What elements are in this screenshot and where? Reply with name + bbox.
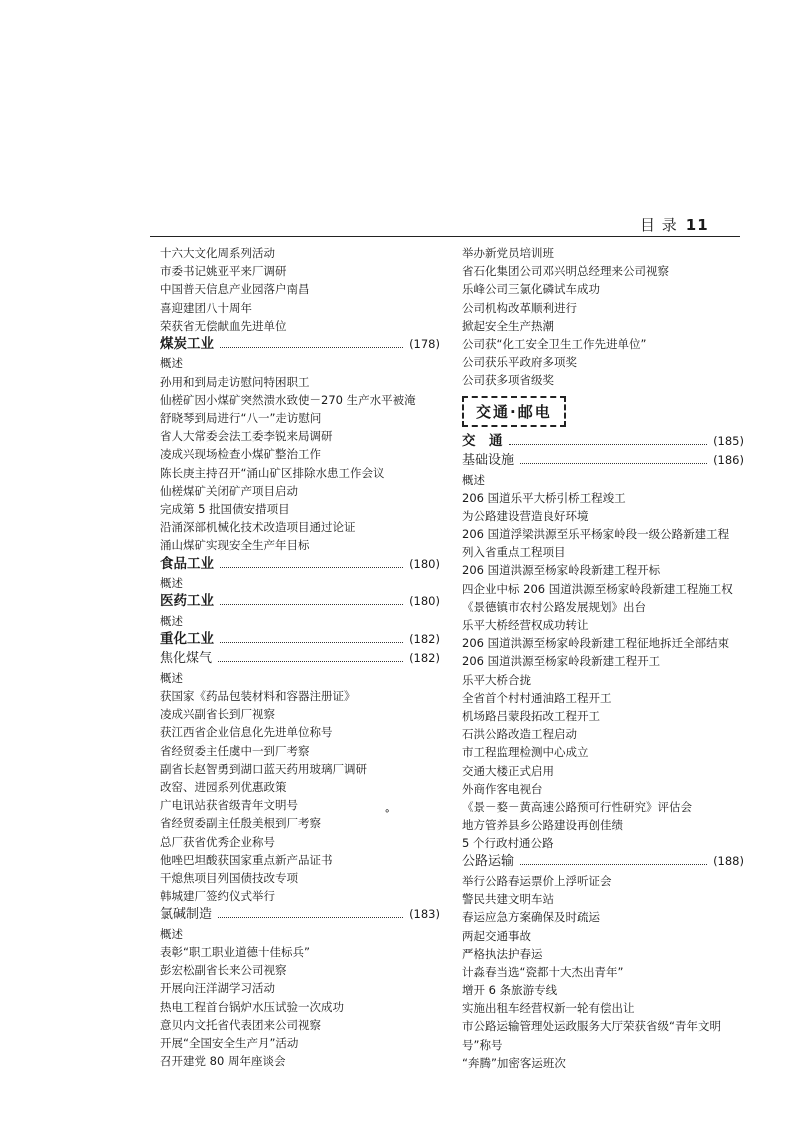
toc-section-heading[interactable] — [160, 905, 440, 925]
toc-entry[interactable]: 开展向汪洋湖学习活动 — [160, 981, 275, 996]
toc-entry[interactable]: 概述 — [160, 576, 183, 590]
toc-entry[interactable]: 《景德镇市农村公路发展规划》出台 — [462, 599, 646, 614]
toc-section-heading[interactable] — [462, 432, 744, 452]
toc-entry[interactable]: 石洪公路改造工程启动 — [462, 727, 577, 742]
section-title: 氯碱制造 — [160, 907, 213, 923]
toc-entry[interactable]: 列入省重点工程项目 — [462, 545, 566, 560]
toc-entry[interactable]: 两起交通事故 — [462, 928, 531, 943]
toc-entry[interactable]: 开展“全国安全生产月”活动 — [160, 1035, 299, 1050]
toc-entry[interactable]: 表彰“职工职业道德十佳标兵” — [160, 945, 310, 959]
toc-entry[interactable]: 总厂获省优秀企业称号 — [160, 834, 275, 849]
page-number: 11 — [685, 216, 709, 234]
section-page-number: (182) — [409, 651, 440, 666]
toc-section-heading[interactable] — [160, 649, 440, 669]
toc-entry[interactable]: 乐平大桥经营权成功转让 — [462, 618, 589, 632]
toc-section-heading[interactable] — [160, 592, 440, 612]
section-title: 重化工业 — [160, 630, 214, 647]
toc-entry[interactable]: 206 国道洪源至杨家岭段新建工程开标 — [462, 563, 661, 578]
dot-leader — [220, 642, 403, 643]
section-title: 基础设施 — [462, 453, 515, 468]
toc-right-column — [462, 244, 744, 1072]
section-page-number: (188) — [713, 854, 744, 869]
toc-entry[interactable]: 交通大楼正式启用 — [462, 763, 554, 778]
toc-entry[interactable]: 干熄焦项目列国债技改专项 — [160, 870, 298, 885]
toc-entry[interactable]: 中国普天信息产业园落户南昌 — [160, 282, 310, 297]
section-title: 煤炭工业 — [160, 335, 214, 352]
toc-entry[interactable]: 公司获“化工安全卫生工作先进单位” — [462, 336, 647, 351]
section-page-number: (180) — [409, 556, 440, 571]
stray-dot: ∘ — [384, 806, 391, 817]
section-title: 公路运输 — [462, 854, 515, 870]
dot-leader — [520, 463, 707, 464]
toc-entry[interactable]: 为公路建设营造良好环境 — [462, 508, 589, 523]
toc-entry[interactable]: 概述 — [160, 356, 183, 371]
toc-entry[interactable]: 增开 6 条旅游专线 — [462, 983, 558, 998]
toc-entry[interactable]: 涌山煤矿实现安全生产年目标 — [160, 538, 310, 553]
toc-entry[interactable]: 严格执法护春运 — [462, 946, 543, 961]
toc-entry[interactable]: 韩城建厂签约仪式举行 — [160, 889, 275, 904]
dot-leader — [220, 567, 403, 568]
toc-entry[interactable]: 喜迎建团八十周年 — [160, 300, 252, 315]
toc-entry[interactable]: 概述 — [160, 926, 183, 941]
toc-entry[interactable]: 概述 — [462, 472, 485, 487]
toc-entry[interactable]: 机场路吕蒙段拓改工程开工 — [462, 708, 600, 723]
toc-entry[interactable]: 外商作客电视台 — [462, 781, 543, 796]
toc-entry[interactable]: 206 国道乐平大桥引桥工程竣工 — [462, 490, 626, 505]
toc-entry[interactable]: 孙用和到局走访慰问特困职工 — [160, 374, 310, 389]
toc-entry[interactable]: 陈长庚主持召开“涌山矿区排除水患工作会议 — [160, 465, 385, 480]
toc-entry[interactable]: 十六大文化周系列活动 — [160, 246, 275, 260]
toc-entry[interactable]: 《景－婺－黄高速公路预可行性研究》评估会 — [462, 799, 692, 814]
toc-entry[interactable]: 舒晓琴到局进行“八一”走访慰问 — [160, 411, 322, 425]
section-page-number: (185) — [713, 433, 744, 448]
section-title: 医药工业 — [160, 593, 214, 610]
toc-entry[interactable]: 他唑巴坦酸获国家重点新产品证书 — [160, 852, 333, 867]
toc-entry[interactable]: 省经贸委主任虞中一到厂考察 — [160, 743, 310, 758]
dot-leader — [220, 604, 403, 605]
dot-leader — [220, 347, 403, 348]
toc-entry[interactable]: 热电工程首台锅炉水压试验一次成功 — [160, 999, 344, 1014]
toc-section-heading[interactable] — [160, 630, 440, 650]
toc-entry[interactable]: 四企业中标 206 国道洪源至杨家岭段新建工程施工权 — [462, 581, 733, 596]
toc-entry[interactable]: 全省首个村村通油路工程开工 — [462, 690, 612, 705]
toc-entry[interactable]: 概述 — [160, 670, 183, 685]
toc-entry[interactable]: 市工程监理检测中心成立 — [462, 745, 589, 760]
toc-entry[interactable]: 公司机构改革顺利进行 — [462, 300, 577, 315]
section-page-number: (186) — [713, 453, 744, 467]
toc-entry[interactable]: 举行公路春运票价上浮听证会 — [462, 873, 612, 888]
toc-left-column — [160, 244, 440, 1070]
toc-entry[interactable]: 获江西省企业信息化先进单位称号 — [160, 725, 333, 740]
toc-entry[interactable]: 公司获多项省级奖 — [462, 373, 554, 388]
toc-entry[interactable]: 副省长赵智勇到湖口蓝天药用玻璃厂调研 — [160, 761, 367, 776]
section-page-number: (180) — [409, 594, 440, 609]
header-rule — [150, 236, 740, 237]
section-title: 食品工业 — [160, 555, 214, 572]
dot-leader — [520, 864, 707, 865]
toc-entry[interactable]: 市委书记姚亚平来厂调研 — [160, 264, 287, 279]
toc-entry[interactable]: 206 国道浮梁洪源至乐平杨家岭段一级公路新建工程 — [462, 527, 730, 542]
running-header — [640, 214, 709, 235]
toc-entry[interactable]: 获国家《药品包装材料和容器注册证》 — [160, 689, 356, 704]
toc-entry[interactable]: 召开建党 80 周年座谈会 — [160, 1054, 286, 1069]
toc-entry[interactable]: 实施出租车经营权新一轮有偿出让 — [462, 1001, 635, 1016]
dot-leader — [509, 444, 708, 445]
toc-section-heading[interactable] — [462, 852, 744, 872]
toc-entry[interactable]: 沿涌深部机械化技术改造项目通过论证 — [160, 520, 356, 535]
toc-entry[interactable]: 荣获省无偿献血先进单位 — [160, 318, 287, 333]
toc-entry[interactable]: 公司获乐平政府多项奖 — [462, 355, 577, 370]
dot-leader — [218, 661, 403, 662]
toc-entry[interactable]: 掀起安全生产热潮 — [462, 318, 554, 333]
toc-entry[interactable]: 乐平大桥合拢 — [462, 672, 531, 687]
section-page-number: (178) — [409, 336, 440, 351]
toc-entry[interactable]: 206 国道洪源至杨家岭段新建工程征地拆迁全部结束 — [462, 636, 730, 651]
toc-entry[interactable]: 警民共建文明车站 — [462, 892, 554, 907]
toc-entry[interactable]: 春运应急方案确保及时疏运 — [462, 910, 600, 925]
category-banner — [462, 394, 744, 430]
toc-section-heading[interactable] — [462, 451, 744, 471]
toc-entry[interactable]: 完成第 5 批国债安措项目 — [160, 501, 290, 516]
toc-section-heading[interactable] — [160, 335, 440, 355]
toc-entry[interactable]: 省石化集团公司邓兴明总经理来公司视察 — [462, 264, 669, 279]
toc-entry[interactable]: 5 个行政村通公路 — [462, 836, 554, 851]
section-title: 交 通 — [462, 432, 503, 449]
section-page-number: (183) — [409, 907, 440, 922]
toc-entry[interactable]: 举办新党员培训班 — [462, 246, 554, 260]
toc-entry[interactable]: 计淼春当选“瓷都十大杰出青年” — [462, 964, 624, 979]
toc-entry[interactable]: 乐峰公司三氯化磷试车成功 — [462, 282, 600, 297]
toc-entry[interactable]: 地方管养县乡公路建设再创佳绩 — [462, 818, 623, 833]
header-title: 目 录 — [640, 216, 678, 234]
category-banner-label: 交通·邮电 — [462, 396, 566, 427]
toc-entry[interactable]: 凌成兴副省长到厂视察 — [160, 707, 275, 722]
section-page-number: (182) — [409, 631, 440, 646]
toc-section-heading[interactable] — [160, 555, 440, 575]
dot-leader — [218, 917, 403, 918]
toc-entry[interactable]: 意贝内文托省代表团来公司视察 — [160, 1017, 321, 1032]
toc-entry[interactable]: 市公路运输管理处运政服务大厅荣获省级“青年文明号”称号 — [462, 1019, 721, 1052]
toc-entry[interactable]: 概述 — [160, 613, 183, 628]
toc-entry[interactable]: 广电讯站获省级青年文明号 — [160, 798, 298, 813]
toc-entry[interactable]: 省人大常委会法工委李锐来局调研 — [160, 429, 333, 444]
section-title: 焦化煤气 — [160, 651, 213, 667]
toc-entry[interactable]: 改窑、进园系列优惠政策 — [160, 780, 287, 794]
toc-entry[interactable]: 仙槎矿因小煤矿突然溃水致使－270 生产水平被淹 — [160, 392, 416, 407]
toc-entry[interactable]: “奔腾”加密客运班次 — [462, 1055, 566, 1070]
toc-entry[interactable]: 凌成兴现场检查小煤矿整治工作 — [160, 447, 321, 462]
toc-entry[interactable]: 彭宏松副省长来公司视察 — [160, 963, 287, 978]
toc-entry[interactable]: 省经贸委副主任殷美根到厂考察 — [160, 816, 321, 831]
toc-entry[interactable]: 206 国道洪源至杨家岭段新建工程开工 — [462, 654, 661, 669]
toc-entry[interactable]: 仙槎煤矿关闭矿产项目启动 — [160, 483, 298, 498]
